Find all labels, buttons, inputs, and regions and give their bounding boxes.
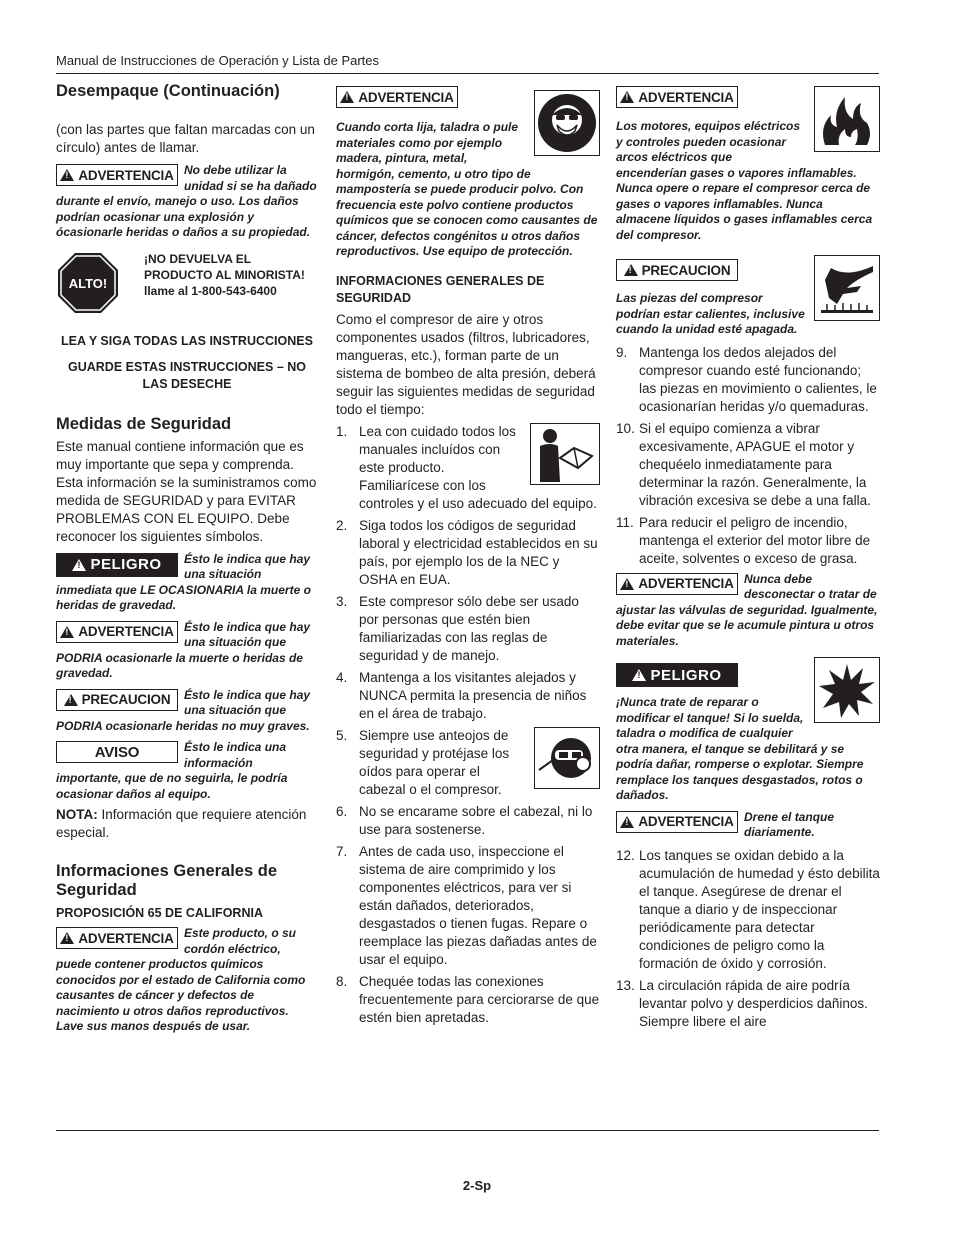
lea-instrucciones: LEA Y SIGA TODAS LAS INSTRUCCIONES bbox=[61, 333, 313, 348]
aviso-badge: AVISO bbox=[56, 741, 178, 763]
column-3 bbox=[616, 82, 880, 1035]
fire-icon bbox=[814, 86, 880, 152]
warning-block-tanque bbox=[616, 663, 880, 804]
section-title-desempaque: Desempaque (Continuación) bbox=[56, 82, 280, 100]
stop-sign-icon bbox=[56, 251, 120, 315]
peligro-badge: ! PELIGRO bbox=[56, 553, 178, 577]
column-1 bbox=[56, 82, 318, 1035]
general-safety-heading: INFORMACIONES GENERALES DE SEGURIDAD bbox=[336, 273, 545, 305]
warning-block-piezas bbox=[616, 259, 880, 338]
precaucion-badge: ! PRECAUCION bbox=[56, 689, 178, 711]
list-item: 11. Para reducir el peligro de incendio, mantenga el exterior del motor libre de aceite, solventes o exceso de grasa. bbox=[616, 514, 871, 566]
page-number: 2-Sp bbox=[462, 1178, 492, 1193]
prop65-heading: PROPOSICIÓN 65 DE CALIFORNIA bbox=[56, 906, 263, 920]
list-item: 12. Los tanques se oxidan debido a la acumulación de humedad y ésto debilita el tanque. Asegúrese de drenar el tanque a diario y de inspeccionar periódicamente para detectar condiciones de peligro como la formación de óxido y corrosión. bbox=[616, 847, 880, 971]
advertencia-badge: ! ADVERTENCIA bbox=[616, 86, 738, 108]
nota-paragraph: NOTA: Información que requiere atención especial. bbox=[56, 807, 307, 840]
definition-text-peligro: Ésto le indica que hay una situación inmediata que LE OCASIONARIA la muerte o heridas de gravedad. bbox=[56, 551, 311, 612]
warning-block-drene bbox=[616, 810, 880, 841]
advertencia-badge: ! ADVERTENCIA bbox=[336, 86, 458, 108]
paragraph-circulo: (con las partes que faltan marcadas con un círculo) antes de llamar. bbox=[56, 122, 315, 155]
svg-text:ALTO!: ALTO! bbox=[68, 275, 108, 291]
list-item: 7. Antes de cada uso, inspeccione el sistema de aire comprimido y los componentes eléctricos, para ver si están dañados, deteriorados, desgastados o tienen fugas. Repare o reemplace las piezas dañadas antes de usar el equipo. bbox=[336, 843, 597, 967]
definition-precaucion bbox=[56, 688, 318, 735]
warning-text-piezas: Las piezas del compresor podrían estar calientes, inclusive cuando la unidad esté apagada. bbox=[616, 291, 805, 336]
warning-triangle-icon bbox=[620, 91, 634, 103]
warning-block-valvulas bbox=[616, 572, 880, 650]
advertencia-badge: ! ADVERTENCIA bbox=[616, 573, 738, 595]
safety-glasses-ear-protection-icon bbox=[534, 727, 600, 789]
warning-text-valvulas: Nunca debe desconectar o tratar de ajustar las válvulas de seguridad. Igualmente, debe evitar que se le acumule pintura u otros materiales. bbox=[616, 571, 878, 648]
peligro-badge: ! PELIGRO bbox=[616, 663, 738, 687]
advertencia-badge: ! ADVERTENCIA bbox=[56, 164, 178, 186]
advertencia-badge: ! ADVERTENCIA bbox=[56, 927, 178, 949]
warning-triangle-icon bbox=[64, 694, 78, 706]
list-item: 13. La circulación rápida de aire podría levantar polvo y desperdicios dañinos. Siempre libere el aire bbox=[616, 977, 868, 1029]
manual-header-title: Manual de Instrucciones de Operación y Lista de Partes bbox=[56, 53, 380, 68]
definition-advertencia bbox=[56, 620, 318, 682]
warning-triangle-icon bbox=[72, 559, 86, 571]
warning-text-lija: Cuando corta lija, taladra o pule materiales como por ejemplo madera, pintura, metal, hormigón, cemento, u otro tipo de mampostería se puede producir polvo. Con frecuencia este polvo contiene productos químicos que se conocen como causantes de cáncer, defectos congénitos u otros daños reproductivos. Use equipo de protección. bbox=[336, 120, 598, 258]
warning-text-tanque: ¡Nunca trate de reparar o modificar el tanque! Si lo suelda, taladra o modifica de cualquier otra manera, el tanque se debilitará y se podría dañar, romperse o explotar. Siempre remplace los tanques desgastados, rotos o dañados. bbox=[616, 695, 864, 802]
warning-triangle-icon bbox=[620, 578, 634, 590]
paragraph-intro: Como el compresor de aire y otros componentes usados (filtros, lubricadores, mangueras, etc.), forman parte de un sistema de bombeo de alta presión, deberá seguir las siguientes medidas de seguridad todo el tiempo: bbox=[336, 311, 596, 417]
safety-list-9-11 bbox=[616, 344, 880, 568]
definition-peligro bbox=[56, 552, 318, 614]
warning-triangle-icon bbox=[60, 626, 74, 638]
warning-block-motores bbox=[616, 86, 880, 243]
section-title-medidas: Medidas de Seguridad bbox=[56, 414, 232, 433]
hot-surface-icon bbox=[814, 255, 880, 321]
warning-text-no-utilizar: No debe utilizar la unidad si se ha dañado durante el envío, manejo o uso. Los daños podrían ocasionar una explosión y ócasionarle heridas o daños a su propiedad. bbox=[56, 163, 317, 239]
warning-block-lija bbox=[336, 86, 600, 260]
alto-text: ¡NO DEVUELVA EL PRODUCTO AL MINORISTA! llame al 1-800-543-6400 bbox=[144, 251, 305, 298]
paragraph-manual: Este manual contiene información que es muy importante que sepa y comprenda. Esta información se la suministramos como medida de SEGURIDAD y para EVITAR PROBLEMAS CON EL EQUIPO. Debe reconocer los siguientes símbolos. bbox=[56, 438, 317, 544]
list-item: 5. Siempre use anteojos de seguridad y protéjase los oídos para operar el cabezal o el compresor. bbox=[336, 727, 600, 799]
definition-text-aviso: Ésto le indica una información importante, que de no seguirla, le podría ocasionar daños al equipo. bbox=[56, 740, 288, 801]
precaucion-badge: ! PRECAUCION bbox=[616, 259, 738, 281]
column-2 bbox=[336, 82, 600, 1031]
list-item: 4. Mantenga a los visitantes alejados y NUNCA permita la presencia de niños en el área de trabajo. bbox=[336, 669, 587, 721]
alto-block bbox=[56, 251, 318, 321]
definition-text-precaucion: Ésto le indica que hay una situación que PODRIA ocasionarle heridas no muy graves. bbox=[56, 687, 311, 733]
safety-list-12-13 bbox=[616, 847, 880, 1031]
list-item: 9. Mantenga los dedos alejados del compresor cuando esté funcionando; las piezas en movimiento o calientes, le ocasionarían heridas y/o quemaduras. bbox=[616, 344, 877, 414]
list-item: 2. Siga todos los códigos de seguridad laboral y electricidad establecidos en su país, por ejemplo los de la NEC y OSHA en EUA. bbox=[336, 517, 598, 587]
explosion-icon bbox=[814, 657, 880, 723]
warning-triangle-icon bbox=[340, 91, 354, 103]
warning-triangle-icon bbox=[620, 816, 634, 828]
section-title-informaciones: Informaciones Generales de Seguridad bbox=[56, 862, 278, 899]
definition-text-advertencia: Ésto le indica que hay una situación que PODRIA ocasionarle la muerte o heridas de gravedad. bbox=[56, 619, 311, 680]
warning-triangle-icon bbox=[632, 669, 646, 681]
list-item: 10. Si el equipo comienza a vibrar excesivamente, APAGUE el motor y chequéelo inmediatamente para determinar la razón. Generalmente, la vibración excesiva se debe a una falla. bbox=[616, 420, 871, 508]
list-item: 3. Este compresor sólo debe ser usado por personas que estén bien familiarizadas con las reglas de seguridad y de manejo. bbox=[336, 593, 579, 663]
warning-block-prop65 bbox=[56, 926, 318, 1035]
warning-triangle-icon bbox=[60, 932, 74, 944]
warning-triangle-icon bbox=[624, 264, 638, 276]
list-item: 1. Lea con cuidado todos los manuales incluídos con este producto. Familiarícese con los controles y el uso adecuado del equipo. bbox=[336, 423, 600, 513]
advertencia-badge: ! ADVERTENCIA bbox=[56, 621, 178, 643]
warning-triangle-icon bbox=[60, 169, 74, 181]
warning-block-no-utilizar bbox=[56, 163, 318, 241]
advertencia-badge: ! ADVERTENCIA bbox=[616, 811, 738, 833]
footer-rule bbox=[56, 1130, 879, 1131]
respirator-mask-icon bbox=[534, 90, 600, 156]
list-item: 6. No se encarame sobre el cabezal, ni lo use para sostenerse. bbox=[336, 803, 593, 837]
safety-list-1-8 bbox=[336, 423, 600, 1027]
read-manual-icon bbox=[530, 423, 600, 485]
warning-text-drene: Drene el tanque diariamente. bbox=[744, 809, 835, 839]
list-item: 8. Chequée todas las conexiones frecuentemente para cerciorarse de que estén bien apretadas. bbox=[336, 973, 600, 1025]
guarde-instrucciones: GUARDE ESTAS INSTRUCCIONES – NO LAS DESECHE bbox=[68, 359, 306, 391]
header-rule bbox=[56, 73, 879, 74]
definition-aviso bbox=[56, 740, 318, 802]
warning-text-prop65: Este producto, o su cordón eléctrico, puede contener productos químicos conocidos por el estado de California como causantes de cáncer y defectos de nacimiento u otros daños reproductivos. Lave sus manos después de usar. bbox=[56, 926, 306, 1033]
warning-text-motores: Los motores, equipos eléctricos y controles pueden ocasionar arcos eléctricos que encenderían gases o vapores inflamables. Nunca opere o repare el compresor cerca de gases o vapores inflamables. Nunca almacene líquidos o gases inflamables cerca del compresor. bbox=[616, 119, 873, 242]
